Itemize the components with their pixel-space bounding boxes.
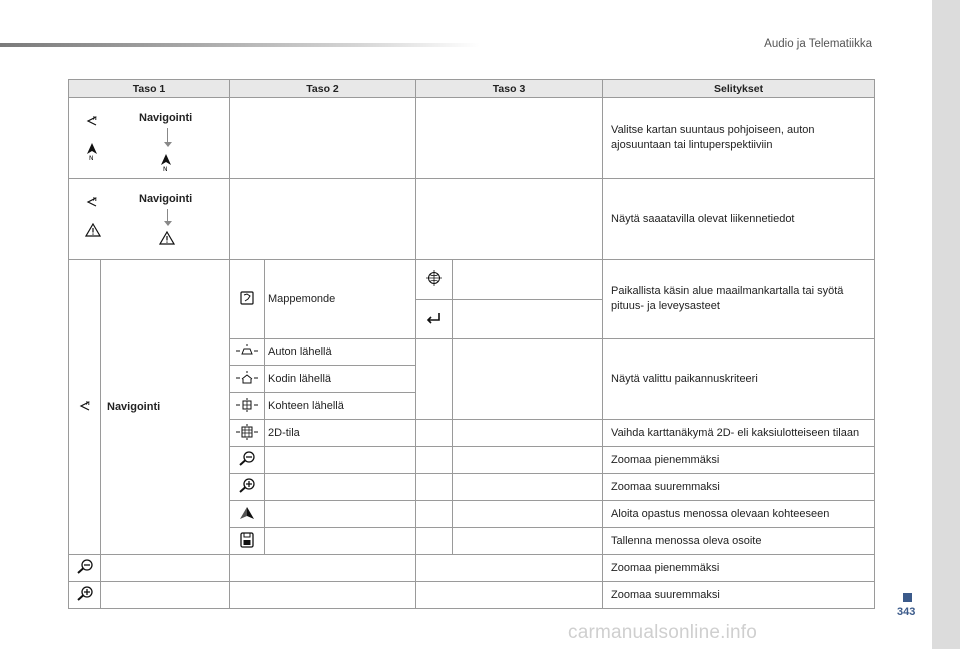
poi-option: Kodin lähellä [265, 366, 416, 393]
table-row [69, 555, 875, 582]
page-number: 343 [897, 606, 916, 618]
col-header-level3: Taso 3 [416, 80, 603, 98]
menu-table [68, 79, 875, 609]
car-nearby-icon [236, 344, 258, 358]
poi-option: Auton lähellä [265, 339, 416, 366]
level2-icon-cell [230, 474, 265, 501]
svg-text:N: N [85, 400, 90, 407]
level2-label: 2D-tila [265, 420, 416, 447]
destination-nearby-icon [236, 398, 258, 412]
svg-text:N: N [163, 166, 168, 171]
svg-text:N: N [93, 116, 97, 122]
svg-text:N: N [89, 155, 94, 160]
side-strip [932, 0, 960, 649]
header-rule [0, 43, 480, 47]
description: Näytä valittu paikannuskriteeri [603, 339, 875, 420]
table-row [69, 98, 875, 179]
map-2d-icon [236, 424, 258, 440]
description: Zoomaa pienemmäksi [603, 555, 875, 582]
zoom-in-icon [76, 586, 94, 602]
svg-text:N: N [93, 197, 97, 203]
level1-cell [69, 179, 230, 260]
page-marker [903, 593, 912, 602]
level2-icon-cell [230, 528, 265, 555]
world-map-icon [240, 290, 254, 306]
level1-label: Navigointi [101, 260, 230, 555]
level2-icon-cell [230, 501, 265, 528]
level2-icon-cell [230, 339, 265, 366]
level1-icon-cell [69, 260, 101, 555]
zoom-in-icon [238, 478, 256, 494]
map-nav-icon [85, 195, 99, 209]
home-nearby-icon [236, 371, 258, 385]
description: Aloita opastus menossa olevaan kohteeseen [603, 501, 875, 528]
description: Paikallista käsin alue maailmankartalla tai syötä pituus- ja leveysasteet [603, 260, 875, 339]
map-nav-icon [78, 399, 92, 413]
zoom-out-icon [76, 559, 94, 575]
poi-option: Kohteen lähellä [265, 393, 416, 420]
description: Zoomaa pienemmäksi [603, 447, 875, 474]
arrow-down [167, 128, 168, 142]
level2-icon-cell [230, 393, 265, 420]
globe-crosshair-icon [425, 269, 443, 287]
zoom-out-icon [238, 451, 256, 467]
level1-icon-cell [69, 582, 101, 609]
guidance-arrow-icon [239, 506, 255, 520]
map-nav-icon [85, 114, 99, 128]
level1-cell [69, 98, 230, 179]
watermark: carmanualsonline.info [568, 622, 758, 643]
return-icon [426, 311, 442, 325]
nav-label: Navigointi [139, 112, 193, 124]
section-title: Audio ja Telematiikka [764, 38, 872, 50]
table-row [69, 260, 875, 300]
col-header-description: Selitykset [603, 80, 875, 98]
level2-icon-cell [230, 420, 265, 447]
level3-icon-cell [416, 300, 453, 339]
description: Tallenna menossa oleva osoite [603, 528, 875, 555]
nav-label: Navigointi [139, 193, 193, 205]
description: Vaihda karttanäkymä 2D- eli kaksiulotteiseen tilaan [603, 420, 875, 447]
level2-icon-cell [230, 260, 265, 339]
description: Näytä saaatavilla olevat liikennetiedot [603, 179, 875, 260]
level2-icon-cell [230, 366, 265, 393]
level3-icon-cell [416, 260, 453, 300]
table-row [69, 582, 875, 609]
level2-label: Mappemonde [265, 260, 416, 339]
level2-icon-cell [230, 447, 265, 474]
description: Zoomaa suuremmaksi [603, 474, 875, 501]
save-icon [240, 532, 254, 548]
table-row [69, 179, 875, 260]
north-up-icon [159, 153, 173, 171]
col-header-level1: Taso 1 [69, 80, 230, 98]
warning-icon [159, 231, 175, 245]
warning-icon [85, 223, 101, 237]
description: Zoomaa suuremmaksi [603, 582, 875, 609]
level1-icon-cell [69, 555, 101, 582]
description: Valitse kartan suuntaus pohjoiseen, auton ajosuuntaan tai lintuperspektiiviin [603, 98, 875, 179]
col-header-level2: Taso 2 [230, 80, 416, 98]
north-up-icon [85, 142, 99, 160]
